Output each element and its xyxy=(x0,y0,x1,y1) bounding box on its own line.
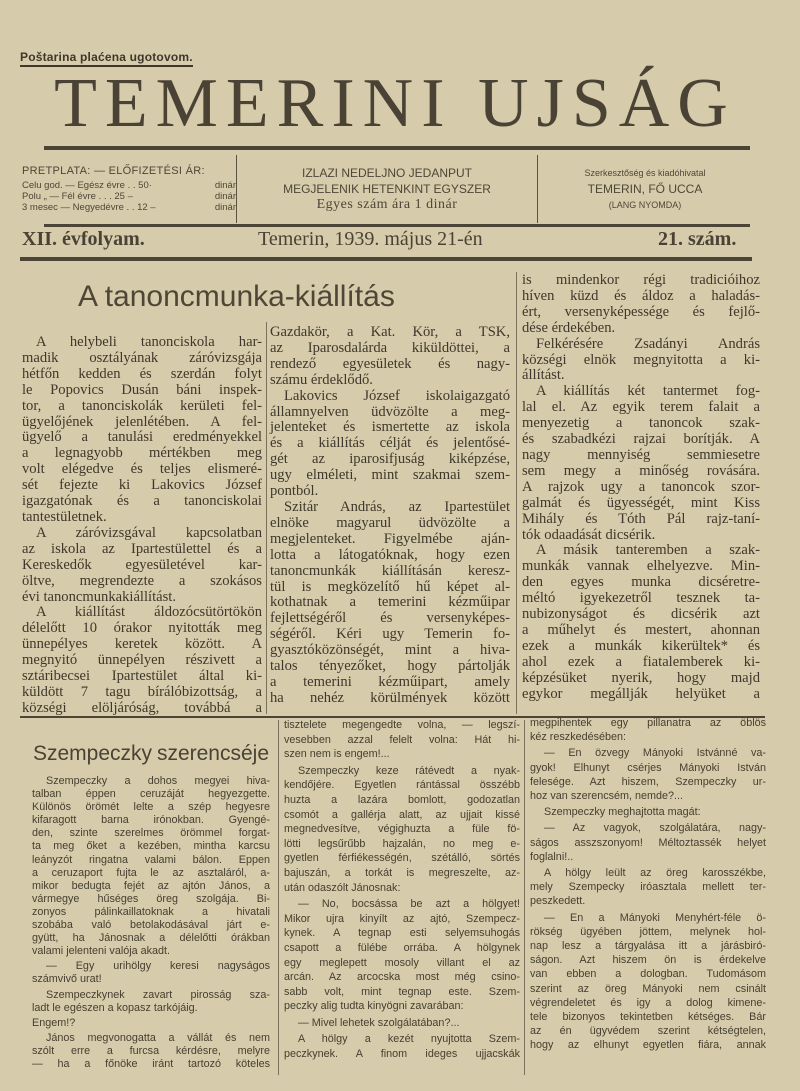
paragraph xyxy=(22,335,262,526)
text-line: tisztelete megengedte volna, — legszí- xyxy=(284,719,520,731)
volume-label: XII. évfolyam. xyxy=(22,228,145,250)
paragraph xyxy=(530,911,766,1053)
text-line: és a kiállítás célját és jelentősé- xyxy=(270,435,510,452)
text-line: megnyitó ünnepélyen részivett a xyxy=(22,652,262,669)
text-line: évi tanoncmunkakiállítást. xyxy=(22,588,177,605)
text-line: madik osztályának záróvizsgája xyxy=(22,349,262,366)
text-line: ünnepélyes keretek között. A xyxy=(22,636,262,653)
paragraph xyxy=(32,1017,270,1030)
text-line: arcán. Az arcocska most még csino- xyxy=(284,971,520,984)
text-line: öltve, megrendezte a szokásos xyxy=(22,572,262,589)
text-line: igazgatónak és a tanonciskolai xyxy=(22,493,262,510)
text-line: den, szinte szerelmes örömmel forgat- xyxy=(32,827,270,840)
text-line: tantestületnek. xyxy=(22,508,107,525)
text-line: szobába való betolakodásával járt e- xyxy=(32,919,270,932)
price-row xyxy=(22,191,236,202)
text-line: A hölgy leült az öreg karosszékbe, xyxy=(544,867,766,880)
text-line: A rajzok ugy a tanoncok szor- xyxy=(522,478,760,495)
masthead-title: TEMERINI UJSÁG xyxy=(54,65,736,142)
text-line: ladt le egészen a kopasz tarkójáig. xyxy=(32,1001,198,1014)
paragraph xyxy=(522,273,760,337)
text-line: az én ügyvédem szerint kétségtelen, xyxy=(530,1025,766,1038)
text-line: ügyelőjének jelenlétében. A fel- xyxy=(22,413,262,430)
price-label: 3 mesec — Negyedévre . . 12 – xyxy=(22,202,156,213)
text-line: délelőtt 10 órakor nyitották meg xyxy=(22,620,262,637)
text-line: peczkynek. A finom ideges ujjacskák xyxy=(284,1048,520,1061)
divider xyxy=(44,146,750,150)
issue-number: 21. szám. xyxy=(658,228,737,250)
text-line: A záróvizsgával kapcsolatban xyxy=(36,524,262,541)
text-line: ahol ezek a fiatalemberek ki- xyxy=(522,653,760,670)
text-line: volt elégedve és teljes elismeré- xyxy=(22,461,262,478)
text-line: — Egy urihölgy keresi nagyságos xyxy=(46,960,270,973)
publication-info xyxy=(237,155,538,223)
text-line: — En a Mányoki Menyhért-féle ö- xyxy=(544,911,766,924)
story-title-word: szerencséje xyxy=(156,742,269,765)
text-line: — En özvegy Mányoki Istvánné va- xyxy=(544,747,766,760)
text-line: Felkérésére Zsadányi András xyxy=(536,335,760,352)
paragraph xyxy=(530,716,766,744)
paragraph xyxy=(32,1032,270,1071)
price-unit: dinár xyxy=(214,191,236,202)
column-divider xyxy=(516,272,517,714)
text-line: kéz reszkedésében: xyxy=(530,731,627,744)
text-line: Szempeczky a dohos megyei hiva- xyxy=(46,775,270,787)
text-line: a ceruzaport fujta le az asztaláról, a- xyxy=(32,866,270,879)
text-line: gyetlen férfiékességén, szétálló, sörtés xyxy=(284,852,520,865)
text-line: Gazdakör, a Kat. Kör, a TSK, xyxy=(270,324,510,340)
paragraph xyxy=(530,866,766,909)
text-line: végrendeletet és igy a dolog kimene- xyxy=(530,996,766,1009)
text-line: jelenteket és ismertette az iskola xyxy=(270,419,510,436)
column-divider xyxy=(278,720,279,1075)
text-line: A másik tanteremben a szak- xyxy=(536,542,760,559)
text-line: a műhelyt és mestert, ahonnan xyxy=(522,621,760,638)
text-line: elnöke magyarul üdvözölte a xyxy=(270,514,510,531)
price-unit: dinár xyxy=(214,180,236,191)
text-line: egy meglepett mosoly villant el az xyxy=(284,956,520,969)
text-line: községi elnök megnyitotta a ki- xyxy=(522,351,760,368)
text-line: az iskola az Ipartestülettel és a xyxy=(22,540,262,557)
text-line: talos tényezőket, hogy pártolják xyxy=(270,658,510,675)
text-line: tül is megközelítő hű képet al- xyxy=(270,578,510,595)
text-line: tele bizonyos tekintetben kétséges. Bár xyxy=(530,1011,766,1024)
text-line: Mikor ujra kinyílt az ajtó, Szempecz- xyxy=(284,912,520,925)
text-line: ha nehéz körülmények között xyxy=(270,689,510,706)
paragraph xyxy=(522,384,760,543)
text-line: tor, a tanonciskolák kerületi fel- xyxy=(22,397,262,414)
price-row xyxy=(22,180,236,191)
issue-date: Temerin, 1939. május 21-én xyxy=(258,228,483,250)
office-label: Szerkesztőség és kiadóhivatal xyxy=(584,168,706,178)
text-line: sem megy a minőség rovására. xyxy=(522,462,760,479)
text-line: megjelenteket. Figyelmébe aján- xyxy=(270,530,510,547)
text-line: gyütt, ha Jánosnak a délelőtti órákban xyxy=(32,932,270,945)
text-line: gét az iparosifjuság kiképzése, xyxy=(270,451,510,468)
postage-note: Poštarina plaćena ugotovom. xyxy=(20,50,193,67)
paragraph xyxy=(32,960,270,986)
text-line: Különös örömét lelte a szép hegyesre xyxy=(32,801,270,814)
text-line: ugy elméleti, mint szakmai szem- xyxy=(270,467,510,484)
paragraph xyxy=(32,775,270,958)
paragraph xyxy=(270,500,510,707)
paragraph xyxy=(284,897,520,1014)
text-line: Kereskedők egyesületével kar- xyxy=(22,556,262,573)
column-divider xyxy=(266,322,267,714)
text-line: menyezetig a tanoncok szak- xyxy=(522,415,760,432)
text-line: küldött 7 tagu bírálóbizottság, a xyxy=(22,683,262,700)
text-line: községi elöljáróság, továbbá a xyxy=(22,699,262,716)
text-line: kynek. A tegnap esti selyemsuhogás xyxy=(284,927,520,940)
text-line: államnyelven üdvözölte a meg- xyxy=(270,403,510,420)
text-line: állítást. xyxy=(522,367,565,384)
text-line: után odaszólt Jánosnak: xyxy=(284,881,401,894)
text-line: sét fejezte ki Lakovics József xyxy=(22,477,262,494)
text-line: mely Szempecky iróasztala mellett ter- xyxy=(530,881,766,894)
text-line: kothatnak a temerini kézműipar xyxy=(270,594,510,611)
text-line: — No, bocsássa be azt a hölgyet! xyxy=(298,898,520,911)
text-line: szerint az öreg Mányoki nem csinált xyxy=(530,982,766,995)
text-line: Szempeczky keze rátévedt a nyak- xyxy=(298,764,520,777)
paragraph xyxy=(284,1016,520,1031)
text-line: le Popovics Dusán báni inspek- xyxy=(22,381,262,398)
text-line: tók odaadását dicsérik. xyxy=(522,526,656,543)
text-line: hoz van szerencsém, nemde?... xyxy=(530,790,684,803)
story-column xyxy=(284,718,520,1064)
paragraph xyxy=(270,325,510,389)
text-line: bajuszán, a torkát is megreszelte, az- xyxy=(284,866,520,879)
text-line: vármegye hűséges öreg szolgája. Bi- xyxy=(32,892,270,905)
text-line: ezek a munkák kikerültek* és xyxy=(522,637,760,654)
text-line: is mindenkor régi tradicióihoz xyxy=(522,272,760,288)
text-line: megpihentek egy pillanatra az öblös xyxy=(530,717,766,729)
text-line: szólt erre a furcsa kérdésre, melyre xyxy=(32,1044,270,1057)
paragraph xyxy=(270,389,510,500)
text-line: fejlettségéről és versenyképes- xyxy=(270,610,510,627)
text-line: hétfőn kedden és szerdán folyt xyxy=(22,365,262,382)
paragraph xyxy=(530,746,766,803)
text-line: ságos asszszonyom! Méltoztassék helyet xyxy=(530,836,766,849)
text-line: sztáribecsei Ipartestület által ki- xyxy=(22,668,262,685)
text-line: huzta a lazára bomlott, godozatlan xyxy=(284,793,520,806)
text-line: peczky alig tudta kinyögni zavarában: xyxy=(284,1000,464,1013)
text-line: hogy az elhunyt egyetlen fiára, annak xyxy=(530,1039,766,1052)
text-line: van ebben a dologban. Tudomásom xyxy=(530,968,766,981)
article-column xyxy=(22,335,262,717)
text-line: egykor megállják helyüket a xyxy=(522,685,760,702)
text-line: mikor bedugta fejét az ajtón János, a xyxy=(32,879,270,892)
text-line: rökség ügyében jöttem, melynek hol- xyxy=(530,925,766,938)
paragraph xyxy=(522,337,760,385)
text-line: pontból. xyxy=(270,483,319,500)
paragraph xyxy=(530,821,766,864)
text-line: peszkedett. xyxy=(530,895,586,908)
subscription-heading: PRETPLATA: — ELŐFIZETÉSI ÁR: xyxy=(22,165,205,177)
text-line: nagy mennyiség semmiesetre xyxy=(522,446,760,463)
article-column xyxy=(522,273,760,702)
text-line: den egyes munka dicséretre- xyxy=(522,574,760,591)
text-line: János megvonogatta a vállát és nem xyxy=(46,1031,270,1044)
paragraph xyxy=(284,764,520,895)
text-line: számvivő urat! xyxy=(32,973,102,986)
text-line: nubizonyságot és dicsérik azt xyxy=(522,606,760,623)
text-line: dése érdekében. xyxy=(522,319,616,336)
divider xyxy=(44,224,750,227)
column-divider xyxy=(524,720,525,1075)
text-line: A hölgy a kezét nyujtotta Szem- xyxy=(298,1033,520,1046)
text-line: sabb volt, mint tegnap este. Szem- xyxy=(284,985,520,998)
article-column xyxy=(270,325,510,707)
text-line: lal el. Az egyik terem falait a xyxy=(522,399,760,416)
text-line: felesége. Azt hiszem, Szempeczky ur- xyxy=(530,775,766,788)
story-title xyxy=(33,742,269,766)
text-line: leányzót ringatna valami bálon. Eppen xyxy=(32,853,270,866)
text-line: Szempeczkynek zavart pirosság sza- xyxy=(46,988,270,1001)
publication-line: IZLAZI NEDELJNO JEDANPUT xyxy=(301,166,473,180)
text-line: galmát és ügyességét, mint Kiss xyxy=(522,494,760,511)
text-line: rendező egyesületek és nagy- xyxy=(270,355,510,372)
text-line: híven küzd és áldoz a haladás- xyxy=(522,287,760,304)
publication-line: MEGJELENIK HETENKINT EGYSZER xyxy=(283,182,491,196)
paragraph xyxy=(284,1032,520,1061)
text-line: ságon. Azt hiszem ön is érdekelve xyxy=(530,954,766,967)
text-line: valami jelenteni valója akadt. xyxy=(32,945,171,958)
text-line: munkák vannak elhelyezve. Min- xyxy=(522,558,760,575)
text-line: és szabadkézi rajzai borítják. A xyxy=(522,431,760,448)
paragraph xyxy=(284,718,520,762)
text-line: — Az vagyok, szolgálatára, nagy- xyxy=(544,822,766,835)
text-line: gyok! Elhunyt csérjes Mányoki István xyxy=(530,761,766,774)
text-line: az Iparosdalárda kiküldöttei, a xyxy=(270,339,510,356)
text-line: megnedvesítve, végighuzta a füle fö- xyxy=(284,823,520,836)
text-line: a legnagyobb mértékben meg xyxy=(22,445,262,462)
text-line: számu érdeklődő. xyxy=(270,371,373,388)
text-line: Lakovics József iskolaigazgató xyxy=(284,387,510,404)
text-line: talban éppen ceruzáját hegyezgette. xyxy=(32,788,270,801)
text-line: tanoncmunkák kiállításán keresz- xyxy=(270,562,510,579)
text-line: nap lesz a tárgyalása itt a járásbiró- xyxy=(530,940,766,953)
story-title-word: Szempeczky xyxy=(33,742,153,765)
price-unit: dinár xyxy=(214,202,236,213)
text-line: kifaragott barna irónokban. Gyengé- xyxy=(32,814,270,827)
text-line: lotta a látogatóknak, hogy ezen xyxy=(270,546,510,563)
paragraph xyxy=(522,543,760,702)
text-line: vesebben azzal felelt volna: Hát hi- xyxy=(284,733,520,746)
article-headline: A tanoncmunka-kiállítás xyxy=(78,280,395,313)
text-line: Szitár András, az Ipartestület xyxy=(284,498,510,515)
text-line: képzésüket nyerik, hogy majd xyxy=(522,669,760,686)
text-line: szen nem is engem!... xyxy=(284,748,390,761)
text-line: ségéről. Kéri ugy Temerin fo- xyxy=(270,626,510,643)
text-line: zonyos pálinkaillatoknak a hivatali xyxy=(32,905,270,918)
text-line: ügyelő a tanulási eredményekkel xyxy=(22,429,262,446)
text-line: lötti legsűrűbb hajzalán, no meg e- xyxy=(284,837,520,850)
paragraph xyxy=(530,805,766,819)
office-address: TEMERIN, FŐ UCCA xyxy=(587,182,703,196)
text-line: ta meg őket a kezében, mintha karcsu xyxy=(32,840,270,853)
price-label: Polu „ — Fél évre . . . 25 – xyxy=(22,191,133,202)
text-line: a temerini kézműipart, amely xyxy=(270,673,510,690)
office-info xyxy=(538,155,752,223)
single-copy-price: Egyes szám ára 1 dinár xyxy=(316,197,458,212)
text-line: méltó igyekezetről tesznek ta- xyxy=(522,590,760,607)
text-line: — Mivel lehetek szolgálatában?... xyxy=(298,1016,460,1029)
story-column xyxy=(32,775,270,1073)
paragraph xyxy=(22,526,262,606)
divider xyxy=(20,257,752,261)
text-line: — ha a főnöke iránt tartozó köteles xyxy=(32,1057,270,1070)
subscription-info-box xyxy=(20,155,752,223)
paragraph xyxy=(22,605,262,716)
text-line: ért, versenyképessége és fejlő- xyxy=(522,303,760,320)
text-line: A kiállítás két tantermet fog- xyxy=(536,383,760,400)
price-label: Celu god. — Egész évre . . 50· xyxy=(22,180,152,191)
text-line: A kiállítást áldozócsütörtökön xyxy=(36,604,262,621)
subscription-prices xyxy=(20,155,237,223)
text-line: A helybeli tanonciskola har- xyxy=(36,334,262,350)
text-line: csomót a gallérja alatt, az ujjait kissé xyxy=(284,808,520,821)
text-line: gyasztóközönségét, mint a hiva- xyxy=(270,642,510,659)
price-row xyxy=(22,202,236,213)
text-line: Szempeczky meghajtotta magát: xyxy=(544,806,701,819)
text-line: Mihály és Tóth Pál rajz-taní- xyxy=(522,510,760,527)
text-line: Engem!? xyxy=(32,1016,76,1029)
story-column xyxy=(530,716,766,1055)
office-printer: (LANG NYOMDA) xyxy=(608,200,682,210)
text-line: kendőjére. Egyetlen rántással összébb xyxy=(284,779,520,792)
paragraph xyxy=(32,989,270,1015)
text-line: foglalni!.. xyxy=(530,850,574,863)
text-line: csapott a fülébe orrába. A hölgynek xyxy=(284,941,520,954)
